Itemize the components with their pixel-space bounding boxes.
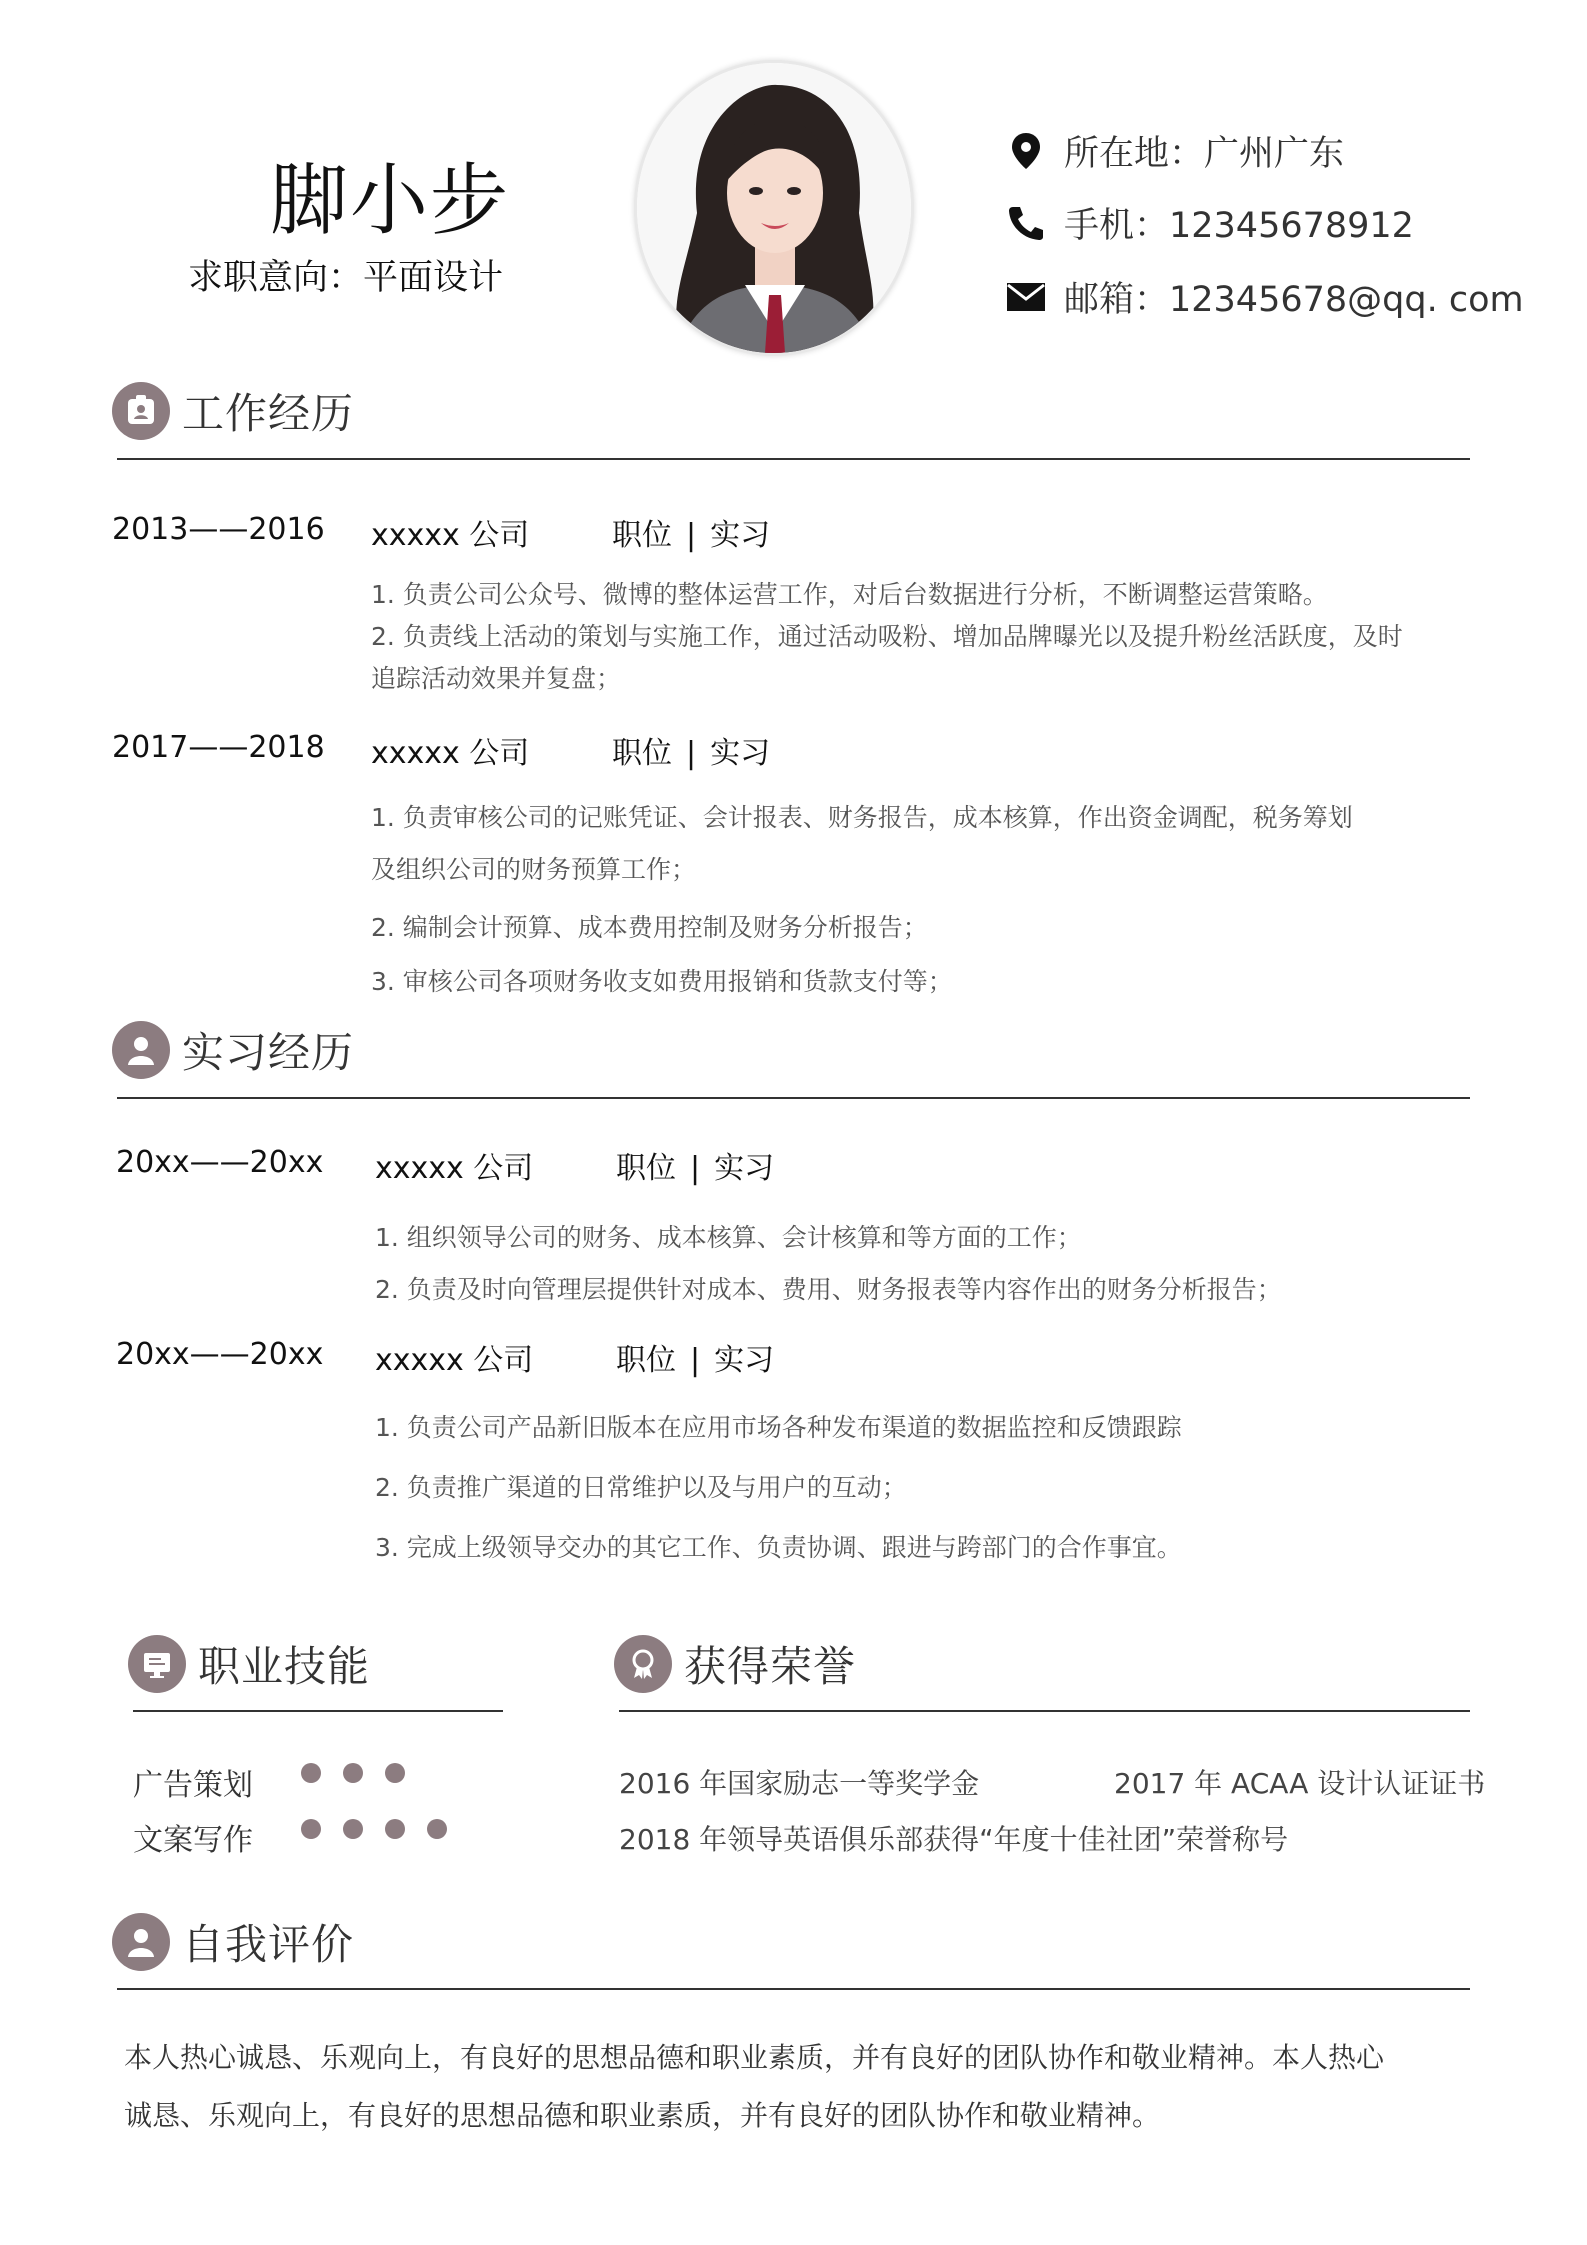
skill-dot <box>385 1763 405 1783</box>
skill-dot <box>343 1763 363 1783</box>
contact-location: 所在地：广州广东 <box>1004 126 1344 176</box>
skill-level <box>301 1819 469 1839</box>
job-company: xxxxx 公司 <box>375 1151 534 1186</box>
job-period: 20xx——20xx <box>116 1337 324 1372</box>
job-duty: 2. 负责线上活动的策划与实施工作，通过活动吸粉、增加品牌曝光以及提升粉丝活跃度，及时 <box>371 622 1403 651</box>
location-pin-icon <box>1004 131 1048 171</box>
job-company: xxxxx 公司 <box>371 736 530 771</box>
honor-item: 2016 年国家励志一等奖学金 <box>619 1767 980 1800</box>
job-position: 职位 | 实习 <box>616 1343 775 1378</box>
job-company: xxxxx 公司 <box>375 1343 534 1378</box>
evaluation-text: 诚恳、乐观向上，有良好的思想品德和职业素质，并有良好的团队协作和敬业精神。 <box>124 2099 1161 2132</box>
skill-level <box>301 1763 427 1783</box>
job-duty: 2. 编制会计预算、成本费用控制及财务分析报告； <box>371 913 928 942</box>
job-duty: 1. 负责公司公众号、微博的整体运营工作，对后台数据进行分析，不断调整运营策略。 <box>371 580 1328 609</box>
job-duty: 追踪活动效果并复盘； <box>371 664 622 693</box>
section-title-work: 工作经历 <box>112 381 354 441</box>
job-position: 职位 | 实习 <box>612 736 771 771</box>
section-title-evaluation: 自我评价 <box>112 1912 354 1972</box>
section-title-honors: 获得荣誉 <box>614 1634 856 1694</box>
job-duty: 3. 完成上级领导交办的其它工作、负责协调、跟进与跨部门的合作事宜。 <box>375 1533 1182 1562</box>
skill-dot <box>427 1819 447 1839</box>
skill-dot <box>343 1819 363 1839</box>
monitor-icon <box>128 1635 186 1693</box>
job-duty: 1. 负责审核公司的记账凭证、会计报表、财务报告，成本核算，作出资金调配，税务筹划 <box>371 803 1353 832</box>
job-period: 2013——2016 <box>112 512 325 547</box>
skill-dot <box>385 1819 405 1839</box>
job-duty: 1. 负责公司产品新旧版本在应用市场各种发布渠道的数据监控和反馈跟踪 <box>375 1413 1182 1442</box>
envelope-icon <box>1004 277 1048 317</box>
section-divider <box>133 1710 503 1712</box>
job-duty: 3. 审核公司各项财务收支如费用报销和货款支付等； <box>371 967 953 996</box>
skill-dot <box>301 1819 321 1839</box>
job-duty: 1. 组织领导公司的财务、成本核算、会计核算和等方面的工作； <box>375 1223 1082 1252</box>
portrait-illustration <box>637 63 911 353</box>
job-duty: 2. 负责推广渠道的日常维护以及与用户的互动； <box>375 1473 907 1502</box>
user-icon <box>112 1021 170 1079</box>
job-position: 职位 | 实习 <box>612 518 771 553</box>
job-intent: 求职意向：平面设计 <box>188 258 504 298</box>
contact-phone: 手机：12345678912 <box>1004 198 1414 248</box>
job-period: 20xx——20xx <box>116 1145 324 1180</box>
job-company: xxxxx 公司 <box>371 518 530 553</box>
section-divider <box>117 1097 1470 1099</box>
job-duty: 2. 负责及时向管理层提供针对成本、费用、财务报表等内容作出的财务分析报告； <box>375 1275 1282 1304</box>
section-divider <box>117 458 1470 460</box>
evaluation-text: 本人热心诚恳、乐观向上，有良好的思想品德和职业素质，并有良好的团队协作和敬业精神。本人热心 <box>124 2041 1385 2074</box>
honor-item: 2018 年领导英语俱乐部获得“年度十佳社团”荣誉称号 <box>619 1823 1289 1856</box>
job-duty: 及组织公司的财务预算工作； <box>371 855 697 884</box>
phone-icon <box>1004 203 1048 243</box>
user-icon <box>112 1913 170 1971</box>
section-title-skills: 职业技能 <box>128 1634 370 1694</box>
section-title-internship: 实习经历 <box>112 1020 354 1080</box>
skill-name: 广告策划 <box>133 1768 253 1803</box>
job-position: 职位 | 实习 <box>616 1151 775 1186</box>
contact-email: 邮箱：12345678@qq. com <box>1004 272 1524 322</box>
id-badge-icon <box>112 382 170 440</box>
skill-name: 文案写作 <box>133 1823 253 1858</box>
skill-dot <box>301 1763 321 1783</box>
award-ribbon-icon <box>614 1635 672 1693</box>
job-period: 2017——2018 <box>112 730 325 765</box>
section-divider <box>117 1988 1470 1990</box>
honor-item: 2017 年 ACAA 设计认证证书 <box>1114 1767 1486 1800</box>
section-divider <box>619 1710 1470 1712</box>
profile-photo <box>634 60 914 356</box>
candidate-name: 脚小步 <box>270 156 511 246</box>
